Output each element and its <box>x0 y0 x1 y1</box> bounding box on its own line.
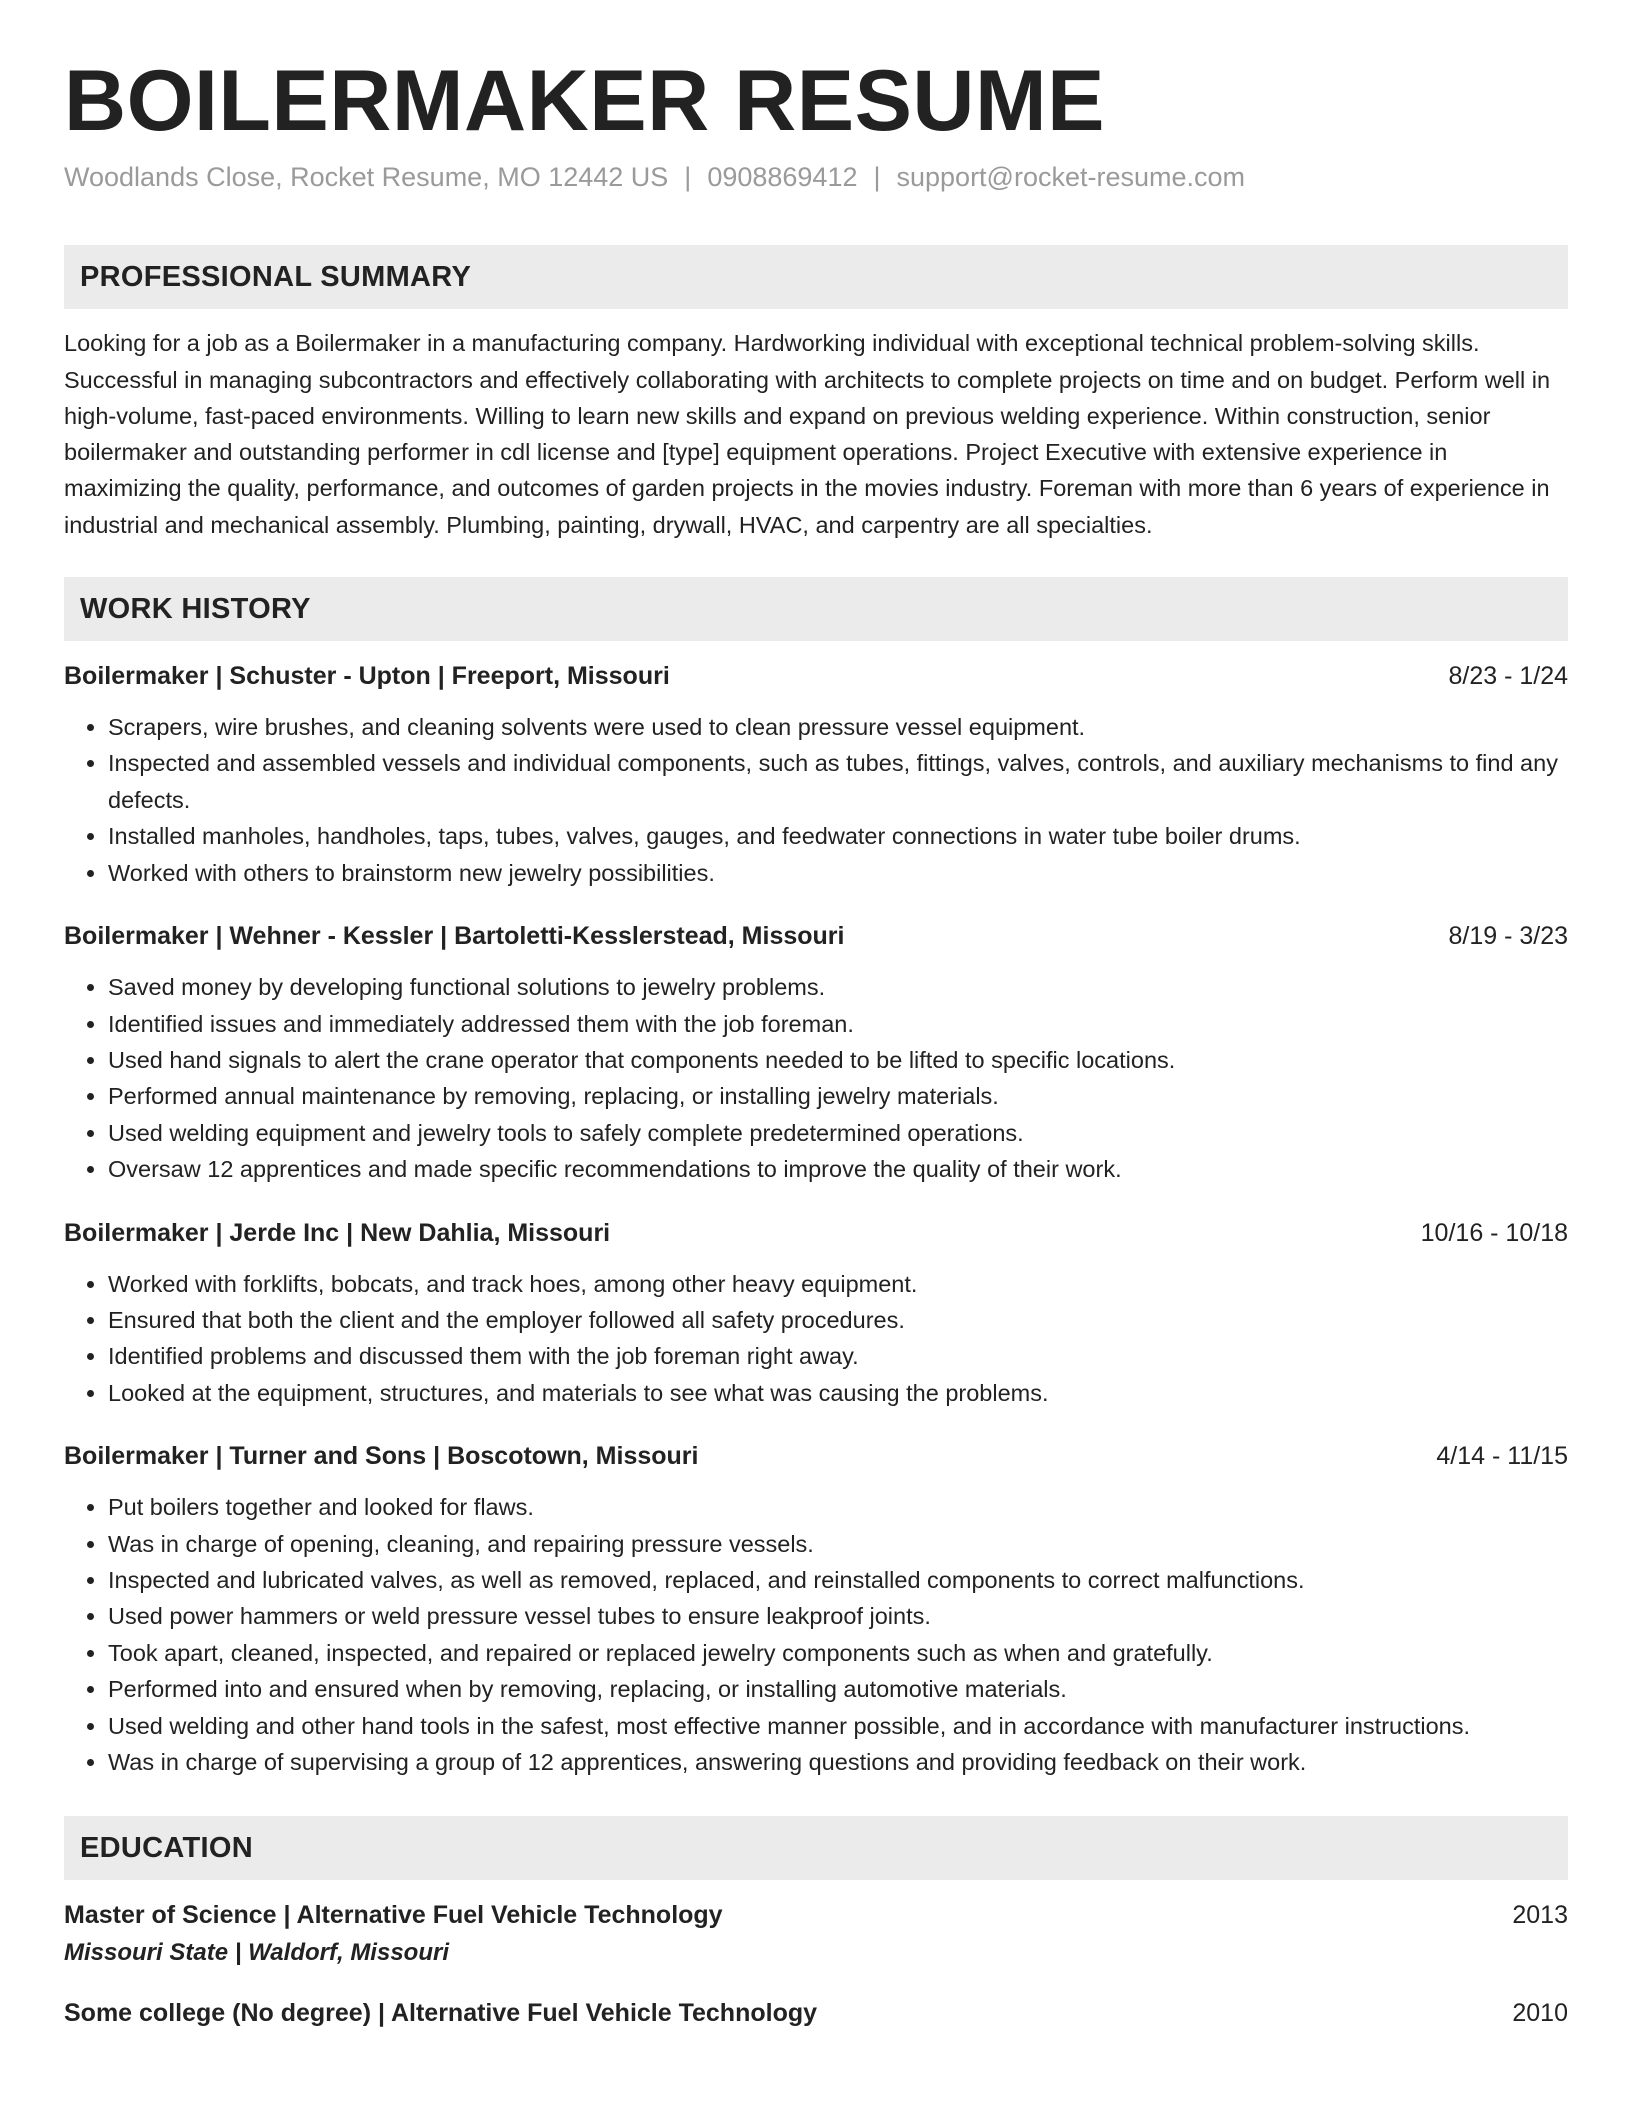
contact-separator: | <box>873 162 881 193</box>
job-dates: 4/14 - 11/15 <box>1436 1442 1568 1471</box>
job-bullet: • Saved money by developing functional solutions to jewelry problems. <box>108 969 1568 1005</box>
degree-year: 2013 <box>1512 1901 1568 1930</box>
job-bullets <box>64 969 1568 1187</box>
job-bullet: • Worked with forklifts, bobcats, and track hoes, among other heavy equipment. <box>108 1266 1568 1302</box>
job-bullets <box>64 709 1568 891</box>
job-bullets <box>64 1489 1568 1780</box>
education-entry <box>64 1898 1568 1970</box>
job-dates: 8/23 - 1/24 <box>1448 662 1568 691</box>
job-header <box>64 1216 1568 1250</box>
education-header <box>64 1898 1568 1932</box>
job-bullet: • Oversaw 12 apprentices and made specific recommendations to improve the quality of their work. <box>108 1151 1568 1187</box>
job-bullet: • Used welding equipment and jewelry tools to safely complete predetermined operations. <box>108 1115 1568 1151</box>
job-bullet: • Installed manholes, handholes, taps, tubes, valves, gauges, and feedwater connections in water tube boiler drums. <box>108 818 1568 854</box>
job-bullet: • Put boilers together and looked for flaws. <box>108 1489 1568 1525</box>
section-header-education: EDUCATION <box>64 1816 1568 1880</box>
job-title: Boilermaker | Jerde Inc | New Dahlia, Missouri <box>64 1218 611 1247</box>
job-entry <box>64 1439 1568 1780</box>
summary-text: Looking for a job as a Boilermaker in a manufacturing company. Hardworking individual with exceptional technical problem-solving skills. Successful in managing subcontractors and effectively collaborating with architects to complete projects on time and on budget. Perform well in high-volume, fast-paced environments. Willing to learn new skills and expand on previous welding experience. Within construction, senior boilermaker and outstanding performer in cdl license and [type] equipment operations. Project Executive with extensive experience in maximizing the quality, performance, and outcomes of garden projects in the movies industry. Foreman with more than 6 years of experience in industrial and mechanical assembly. Plumbing, painting, drywall, HVAC, and carpentry are all specialties. <box>64 330 1551 538</box>
section-header-summary: PROFESSIONAL SUMMARY <box>64 245 1568 309</box>
job-header <box>64 659 1568 693</box>
job-header <box>64 1439 1568 1473</box>
job-title: Boilermaker | Turner and Sons | Boscotown, Missouri <box>64 1442 699 1471</box>
job-bullet: • Used hand signals to alert the crane operator that components needed to be lifted to specific locations. <box>108 1042 1568 1078</box>
contact-email: support@rocket-resume.com <box>896 162 1246 193</box>
job-bullet: • Took apart, cleaned, inspected, and repaired or replaced jewelry components such as when and gratefully. <box>108 1635 1568 1671</box>
contact-address: Woodlands Close, Rocket Resume, MO 12442 US <box>64 162 669 193</box>
job-bullet: • Identified issues and immediately addressed them with the job foreman. <box>108 1006 1568 1042</box>
job-bullet: • Inspected and lubricated valves, as well as removed, replaced, and reinstalled components to correct malfunctions. <box>108 1562 1568 1598</box>
education-list <box>64 1898 1568 2030</box>
job-header <box>64 919 1568 953</box>
job-bullet: • Was in charge of opening, cleaning, and repairing pressure vessels. <box>108 1526 1568 1562</box>
job-entry <box>64 1216 1568 1412</box>
job-bullet: • Identified problems and discussed them with the job foreman right away. <box>108 1338 1568 1374</box>
section-header-work-history: WORK HISTORY <box>64 577 1568 641</box>
education-header <box>64 1996 1568 2030</box>
contact-separator: | <box>684 162 692 193</box>
job-bullet: • Performed annual maintenance by removing, replacing, or installing jewelry materials. <box>108 1078 1568 1114</box>
job-bullet: • Used power hammers or weld pressure vessel tubes to ensure leakproof joints. <box>108 1598 1568 1634</box>
degree-year: 2010 <box>1512 1999 1568 2028</box>
resume-title: BOILERMAKER RESUME <box>64 53 1106 149</box>
work-history-list <box>64 659 1568 1780</box>
contact-line <box>64 162 1568 193</box>
degree-title: Some college (No degree) | Alternative Fuel Vehicle Technology <box>64 1999 818 2028</box>
job-title: Boilermaker | Wehner - Kessler | Bartoletti-Kesslerstead, Missouri <box>64 922 845 951</box>
job-title: Boilermaker | Schuster - Upton | Freeport, Missouri <box>64 662 670 691</box>
job-bullet: • Was in charge of supervising a group of 12 apprentices, answering questions and providing feedback on their work. <box>108 1744 1568 1780</box>
job-bullet: • Looked at the equipment, structures, and materials to see what was causing the problems. <box>108 1375 1568 1411</box>
job-bullet: • Used welding and other hand tools in the safest, most effective manner possible, and in accordance with manufacturer instructions. <box>108 1708 1568 1744</box>
job-bullet: • Worked with others to brainstorm new jewelry possibilities. <box>108 855 1568 891</box>
job-bullets <box>64 1266 1568 1412</box>
education-entry <box>64 1996 1568 2030</box>
school-name: Missouri State | Waldorf, Missouri <box>64 1939 449 1967</box>
job-entry <box>64 659 1568 891</box>
job-bullet: • Performed into and ensured when by removing, replacing, or installing automotive materials. <box>108 1671 1568 1707</box>
job-dates: 8/19 - 3/23 <box>1448 922 1568 951</box>
job-bullet: • Inspected and assembled vessels and individual components, such as tubes, fittings, valves, controls, and auxiliary mechanisms to find any defects. <box>108 745 1568 818</box>
job-dates: 10/16 - 10/18 <box>1420 1218 1568 1247</box>
contact-phone: 0908869412 <box>707 162 858 193</box>
job-bullet: • Scrapers, wire brushes, and cleaning solvents were used to clean pressure vessel equipment. <box>108 709 1568 745</box>
job-entry <box>64 919 1568 1187</box>
job-bullet: • Ensured that both the client and the employer followed all safety procedures. <box>108 1302 1568 1338</box>
degree-title: Master of Science | Alternative Fuel Vehicle Technology <box>64 1901 723 1930</box>
